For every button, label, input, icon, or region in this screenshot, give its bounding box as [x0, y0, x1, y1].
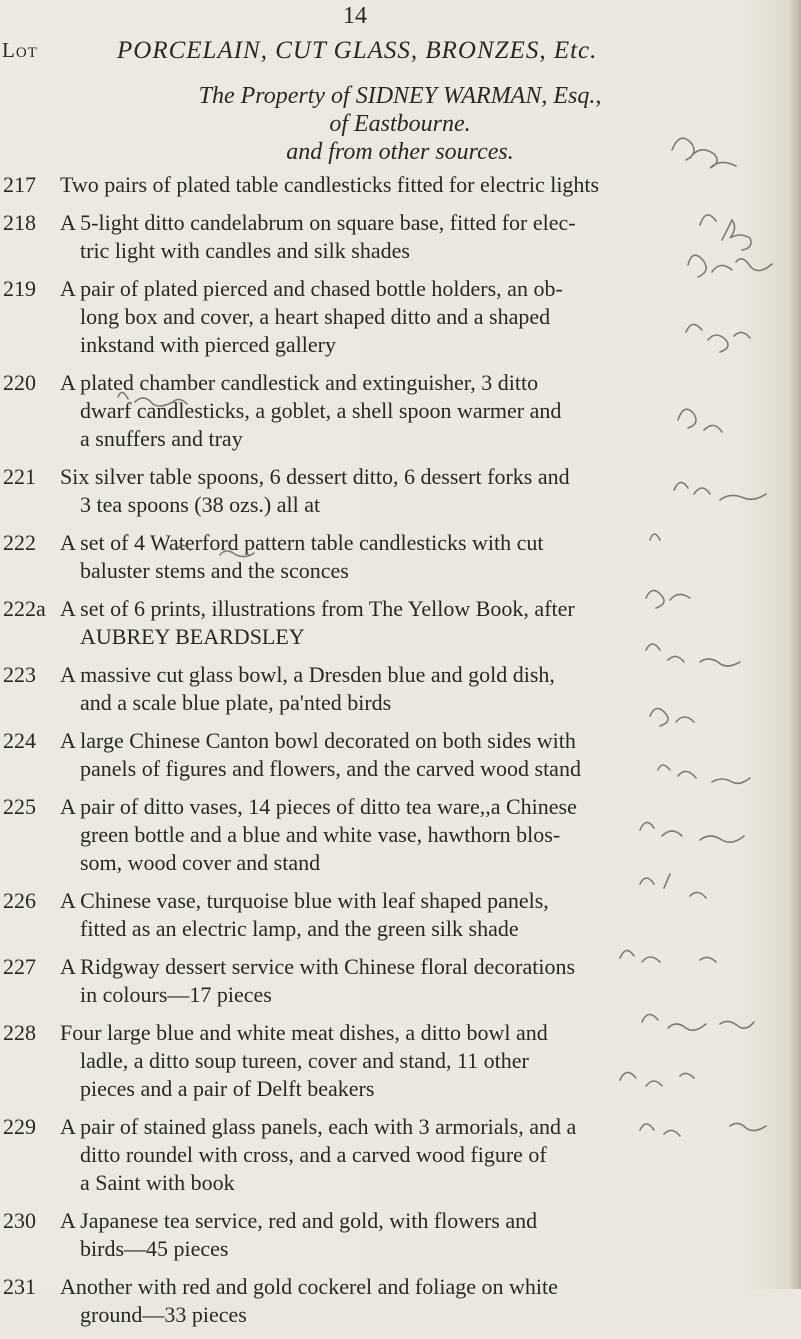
lot-entry	[0, 463, 801, 519]
lot-description-line: Four large blue and white meat dishes, a ditto bowl and	[60, 1020, 548, 1045]
lot-description-line: A set of 4 Waterford pattern table candlesticks with cut	[60, 530, 544, 555]
lot-description-line: AUBREY BEARDSLEY	[80, 624, 305, 649]
provenance-heading	[140, 82, 660, 166]
page-number: 14	[343, 3, 367, 29]
pencil-mark	[672, 138, 736, 168]
lot-description-line: panels of figures and flowers, and the carved wood stand	[80, 756, 581, 781]
lot-number: 222	[3, 530, 36, 555]
lot-entry	[0, 275, 801, 359]
lot-entry	[0, 887, 801, 943]
lot-number: 224	[3, 728, 36, 753]
lot-description-line: inkstand with pierced gallery	[80, 332, 336, 357]
lot-description-line: A plated chamber candlestick and extinguisher, 3 ditto	[60, 370, 539, 395]
lot-number: 227	[3, 954, 36, 979]
lot-description-line: A Japanese tea service, red and gold, with flowers and	[60, 1208, 538, 1233]
lot-entry	[0, 1113, 801, 1197]
lot-description-line: long box and cover, a heart shaped ditto and a shaped	[80, 304, 551, 329]
lot-description-line: pieces and a pair of Delft beakers	[80, 1076, 375, 1101]
lot-description-line: birds—45 pieces	[80, 1236, 229, 1261]
provenance-line: The Property of SIDNEY WARMAN, Esq.,	[198, 83, 602, 109]
lot-number: 223	[3, 662, 36, 687]
lot-entry	[0, 171, 801, 199]
lot-description-line: Six silver table spoons, 6 dessert ditto, 6 dessert forks and	[60, 464, 570, 489]
lot-description-line: a snuffers and tray	[80, 426, 243, 451]
lot-description-line: A set of 6 prints, illustrations from The Yellow Book, after	[60, 596, 575, 621]
lot-description-line: dwarf candlesticks, a goblet, a shell spoon warmer and	[80, 398, 562, 423]
lot-entry	[0, 209, 801, 265]
lot-number: 221	[3, 464, 36, 489]
lot-description-line: A massive cut glass bowl, a Dresden blue and gold dish,	[60, 662, 555, 687]
lot-description-line: green bottle and a blue and white vase, hawthorn blos-	[80, 822, 561, 847]
lot-description-line: A large Chinese Canton bowl decorated on both sides with	[60, 728, 576, 753]
lot-description-line: A pair of ditto vases, 14 pieces of ditto tea ware,,a Chinese	[60, 794, 577, 819]
section-title: PORCELAIN, CUT GLASS, BRONZES, Etc.	[117, 37, 598, 64]
lot-description-line: baluster stems and the sconces	[80, 558, 349, 583]
lot-number: 228	[3, 1020, 36, 1045]
lot-number: 220	[3, 370, 36, 395]
lot-number: 222a	[3, 596, 46, 621]
lot-entry	[0, 1207, 801, 1263]
lot-number: 226	[3, 888, 36, 913]
lot-description-line: ditto roundel with cross, and a carved wood figure of	[80, 1142, 547, 1167]
lot-number: 229	[3, 1114, 36, 1139]
lot-description-line: A pair of stained glass panels, each with 3 armorials, and a	[60, 1114, 577, 1139]
provenance-line: and from other sources.	[286, 139, 514, 165]
lot-column-label: Lot	[2, 38, 38, 62]
lot-description-line: ground—33 pieces	[80, 1302, 247, 1327]
lot-entry	[0, 529, 801, 585]
lot-description-line: tric light with candles and silk shades	[80, 238, 410, 263]
lot-number: 218	[3, 210, 36, 235]
lot-description-line: in colours—17 pieces	[80, 982, 272, 1007]
lot-entry	[0, 1273, 801, 1329]
lot-entry	[0, 369, 801, 453]
lot-description-line: A Ridgway dessert service with Chinese floral decorations	[60, 954, 576, 979]
lot-description-line: A 5-light ditto candelabrum on square base, fitted for elec-	[60, 210, 576, 235]
lot-entry	[0, 595, 801, 651]
lot-number: 225	[3, 794, 36, 819]
lot-description-line: ladle, a ditto soup tureen, cover and stand, 11 other	[80, 1048, 529, 1073]
lot-entry	[0, 953, 801, 1009]
lot-number: 231	[3, 1274, 36, 1299]
lot-entry	[0, 727, 801, 783]
lot-description-line: 3 tea spoons (38 ozs.) all at	[80, 492, 321, 517]
lot-description-line: a Saint with book	[80, 1170, 235, 1195]
lot-description-line: Another with red and gold cockerel and foliage on white	[60, 1274, 558, 1299]
lot-entry	[0, 661, 801, 717]
lot-number: 219	[3, 276, 36, 301]
lot-description-line: A Chinese vase, turquoise blue with leaf shaped panels,	[60, 888, 549, 913]
lot-number: 217	[3, 172, 36, 197]
lot-description-line: A pair of plated pierced and chased bottle holders, an ob-	[60, 276, 563, 301]
lot-number: 230	[3, 1208, 36, 1233]
provenance-line: of Eastbourne.	[329, 111, 471, 137]
lot-description-line: and a scale blue plate, pa'nted birds	[80, 690, 392, 715]
lot-description-line: som, wood cover and stand	[80, 850, 321, 875]
lot-entry	[0, 793, 801, 877]
lot-description-line: Two pairs of plated table candlesticks fitted for electric lights	[60, 172, 600, 197]
lot-list	[0, 171, 801, 1339]
lot-description-line: fitted as an electric lamp, and the green silk shade	[80, 916, 519, 941]
lot-entry	[0, 1019, 801, 1103]
